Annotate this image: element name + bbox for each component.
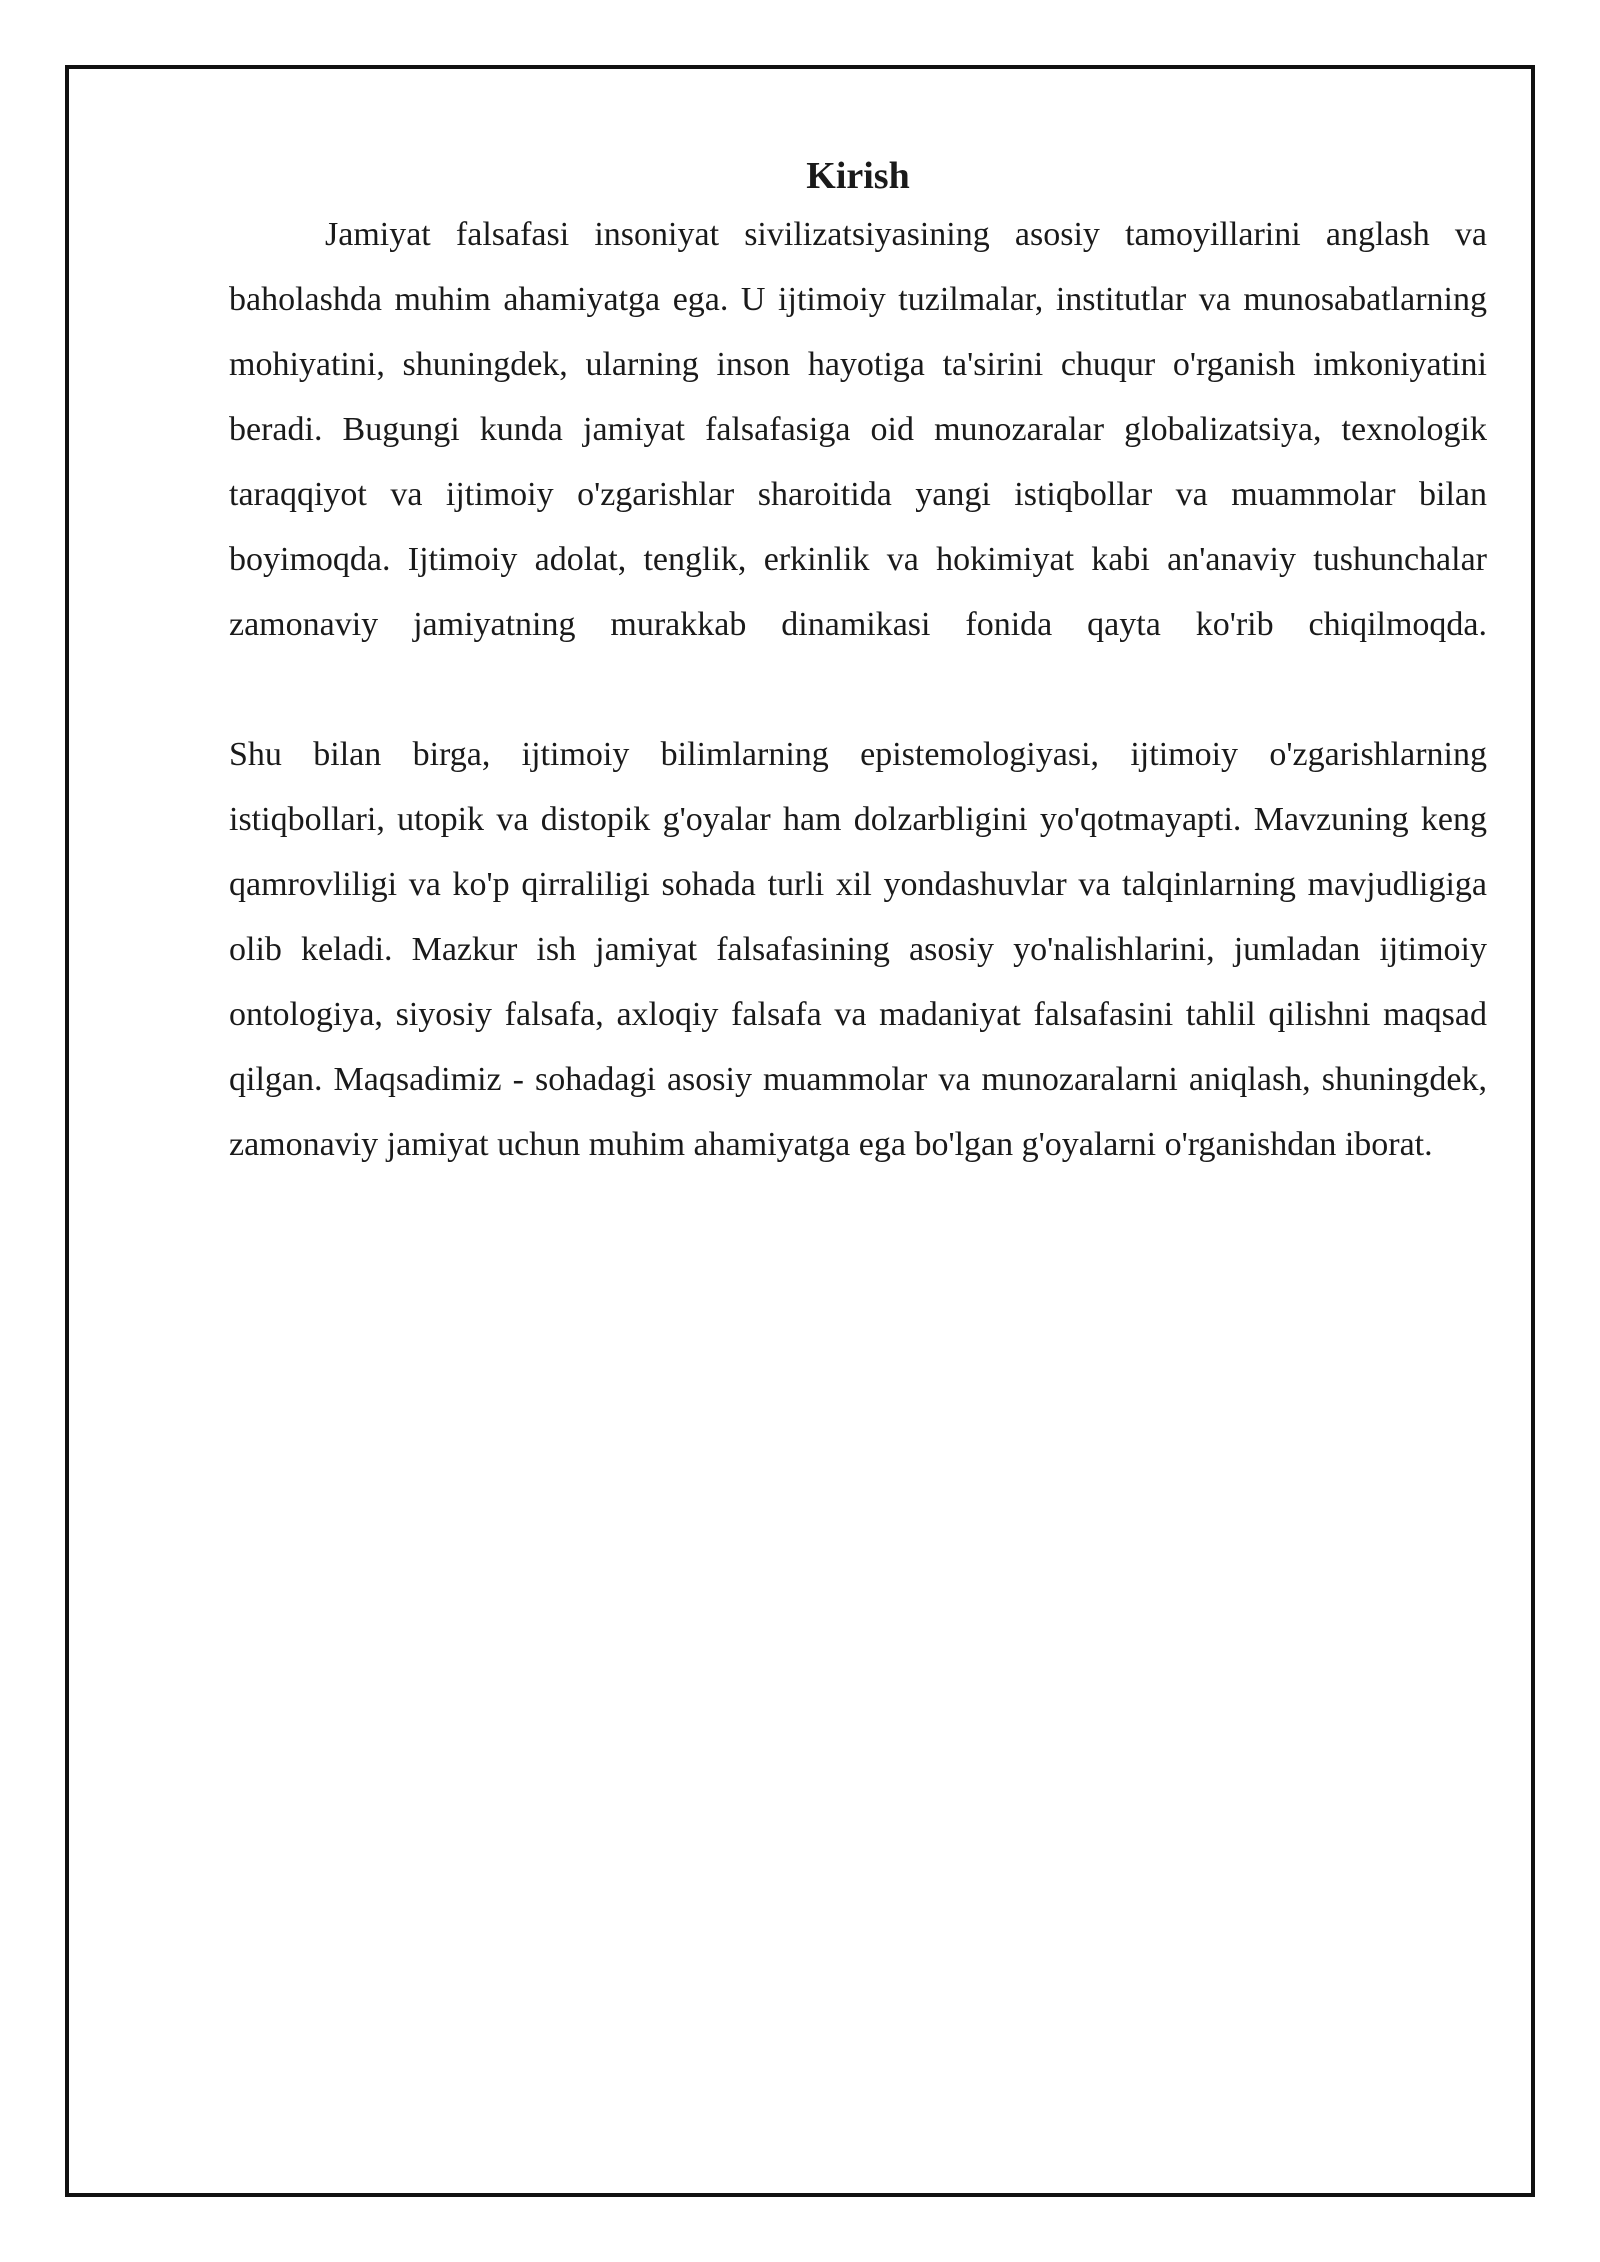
paragraph-purpose: Shu bilan birga, ijtimoiy bilimlarning epistemologiyasi, ijtimoiy o'zgarishlarning istiqbollari, utopik va distopik g'oyalar ham dolzarbligini yo'qotmayapti. Mavzuning keng qamrovliligi va ko'p qirraliligi sohada turli xil yondashuvlar va talqinlarning mavjudligiga olib keladi. Mazkur ish jamiyat falsafasining asosiy yo'nalishlarini, jumladan ijtimoiy ontologiya, siyosiy falsafa, axloqiy falsafa va madaniyat falsafasini tahlil qilishni maqsad qilgan. Maqsadimiz - sohadagi asosiy muammolar va munozaralarni aniqlash, shuningdek, zamonaviy jamiyat uchun muhim ahamiyatga ega bo'lgan g'oyalarni o'rganishdan iborat. [229, 736, 1487, 1163]
paragraph-intro: Jamiyat falsafasi insoniyat sivilizatsiyasining asosiy tamoyillarini anglash va baholashda muhim ahamiyatga ega. U ijtimoiy tuzilmalar, institutlar va munosabatlarning mohiyatini, shuningdek, ularning inson hayotiga ta'sirini chuqur o'rganish imkoniyatini beradi. Bugungi kunda jamiyat falsafasiga oid munozaralar globalizatsiya, texnologik taraqqiyot va ijtimoiy o'zgarishlar sharoitida yangi istiqbollar va muammolar bilan boyimoqda. Ijtimoiy adolat, tenglik, erkinlik va hokimiyat kabi an'anaviy tushunchalar zamonaviy jamiyatning murakkab dinamikasi fonida qayta ko'rib chiqilmoqda. [229, 216, 1487, 643]
document-title: Kirish [806, 155, 910, 197]
document-body [229, 150, 1487, 1177]
